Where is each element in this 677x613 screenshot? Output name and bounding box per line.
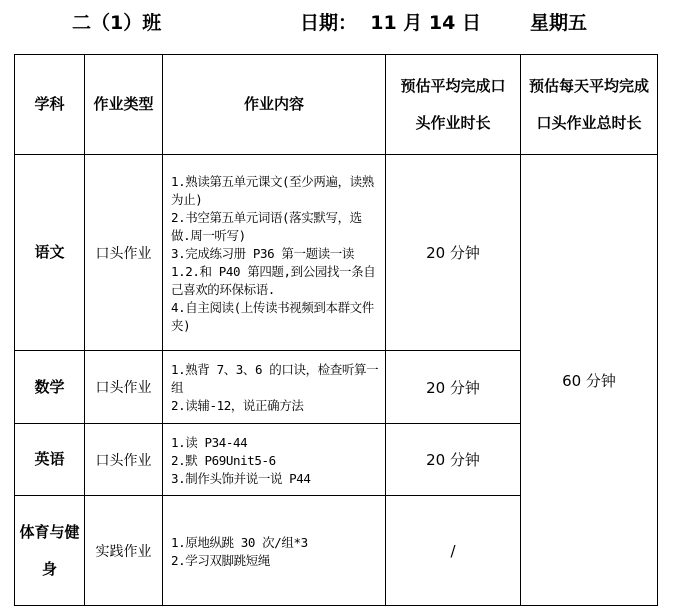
col-header-content: 作业内容 [163, 55, 386, 155]
content-cell [163, 496, 386, 606]
subject-cell: 数学 [15, 351, 85, 424]
content-item: 3.制作头饰并说一说 P44 [171, 470, 311, 486]
type-cell: 实践作业 [85, 496, 163, 606]
table-header-row [15, 55, 658, 155]
subject-cell: 英语 [15, 424, 85, 496]
content-item: 3.完成练习册 P36 第一题读一读 1.2.和 P40 第四题,到公园找一条自己喜欢的环保标语. [171, 245, 376, 297]
col-header-type: 作业类型 [85, 55, 163, 155]
avg-time-cell: / [386, 496, 521, 606]
table-row [15, 155, 658, 351]
col-header-total-time: 预估每天平均完成口头作业总时长 [521, 55, 658, 155]
col-header-avg-time: 预估平均完成口头作业时长 [386, 55, 521, 155]
page-header [0, 8, 677, 40]
date-label: 日期： 11 月 14 日 [300, 12, 481, 34]
avg-time-cell: 20 分钟 [386, 155, 521, 351]
total-time-cell: 60 分钟 [521, 155, 658, 606]
class-name: 二（1）班 [72, 12, 162, 34]
content-item: 1.原地纵跳 30 次/组*3 [171, 534, 308, 550]
content-cell [163, 351, 386, 424]
content-item: 2.读辅-12，说正确方法 [171, 398, 304, 413]
type-cell: 口头作业 [85, 155, 163, 351]
content-item: 2.学习双脚跳短绳 [171, 552, 270, 568]
avg-time-cell: 20 分钟 [386, 351, 521, 424]
homework-table [14, 54, 658, 606]
content-item: 2.默 P69Unit5-6 [171, 452, 276, 468]
type-cell: 口头作业 [85, 424, 163, 496]
subject-cell: 体育与健身 [15, 496, 85, 606]
type-cell: 口头作业 [85, 351, 163, 424]
content-item: 2.书空第五单元词语(落实默写，选做.周一听写) [171, 209, 362, 243]
content-cell [163, 424, 386, 496]
weekday-label: 星期五 [530, 12, 588, 34]
content-cell [163, 155, 386, 351]
subject-cell: 语文 [15, 155, 85, 351]
content-item: 1.熟背 7、3、6 的口诀，检查听算一组 [171, 362, 379, 395]
content-item: 1.熟读第五单元课文(至少两遍，读熟为止) [171, 173, 374, 207]
col-header-subject: 学科 [15, 55, 85, 155]
content-item: 4.自主阅读(上传读书视频到本群文件夹) [171, 299, 374, 333]
avg-time-cell: 20 分钟 [386, 424, 521, 496]
content-item: 1.读 P34-44 [171, 434, 248, 450]
